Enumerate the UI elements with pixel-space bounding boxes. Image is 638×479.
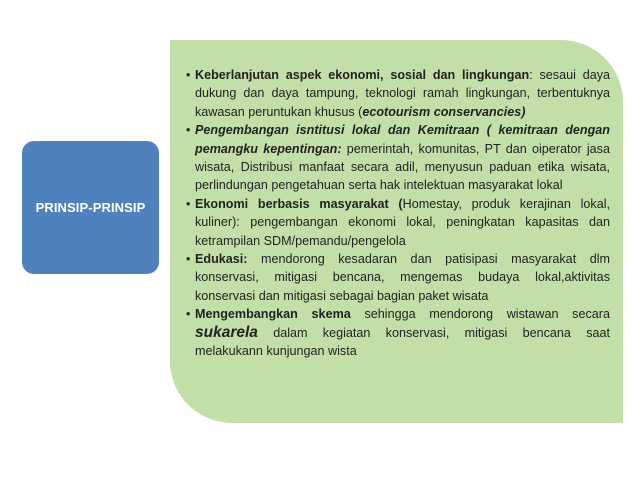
- item-lead: Pengembangan isntitusi lokal dan Kemitraan ( kemitraan dengan pemangku kepentingan:: [195, 123, 610, 156]
- item-lead: Ekonomi berbasis masyarakat: [195, 196, 389, 211]
- item-lead: Mengembangkan skema: [195, 307, 351, 322]
- item-tail: dalam kegiatan konservasi, mitigasi bencana saat melakukann kunjungan wista: [195, 325, 610, 359]
- bullet: •: [186, 252, 191, 267]
- item-text: sehingga mendorong wistawan secara: [350, 307, 610, 322]
- list-item-scheme: [186, 305, 610, 360]
- bullet: •: [186, 123, 191, 138]
- item-lead: Edukasi:: [195, 252, 248, 267]
- item-text: pemerintah, komunitas, PT dan oiperator jasa wisata, Distribusi manfaat secara adil, menyusun paduan etika wisata, perlindungan pengetahuan serta hak intelektuan masyarakat lokal: [195, 141, 610, 193]
- item-text: mendorong kesadaran dan patisipasi masyarakat dlm konservasi, mitigasi bencana, mengemas budaya lokal,aktivitas konservasi dan mitigasi sebagai bagian paket wisata: [195, 252, 610, 303]
- bullet: •: [186, 196, 191, 211]
- list-item-education: [186, 250, 610, 305]
- item-text: Homestay, produk kerajinan lokal, kuliner): pengembangan ekonomi lokal, peningkatan kapasitas dan ketrampilan SDM/pemandu/pengelola: [195, 196, 610, 248]
- principles-list: [186, 66, 610, 361]
- item-lead: Keberlanjutan aspek ekonomi, sosial dan lingkungan: [195, 68, 530, 82]
- item-open-paren: (: [388, 196, 403, 211]
- bullet: •: [186, 307, 191, 322]
- principles-label: PRINSIP-PRINSIP: [35, 200, 146, 215]
- item-term: ecotourism conservancies): [362, 104, 526, 119]
- item-emphasis: sukarela: [195, 323, 258, 341]
- list-item-institution: [186, 121, 610, 195]
- list-item-community-economy: [186, 195, 610, 250]
- principles-label-box: [22, 141, 159, 274]
- list-item-sustainability: [186, 66, 610, 121]
- item-text: : sesaui daya dukung dan daya tampung, teknologi ramah lingkungan, terbentuknya kawasan peruntukan khusus (: [195, 68, 611, 119]
- bullet: •: [186, 68, 191, 82]
